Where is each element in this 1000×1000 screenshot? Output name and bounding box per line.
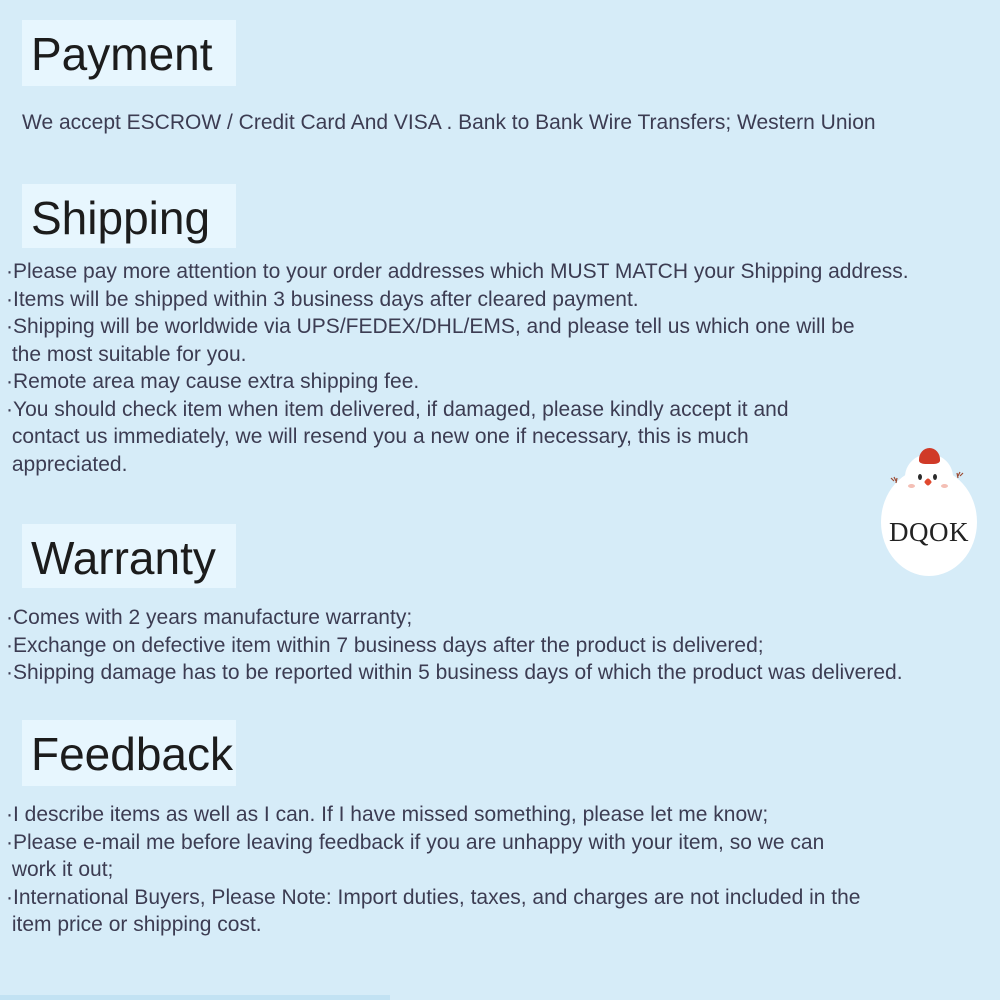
text-line: ·Please pay more attention to your order addresses which MUST MATCH your Shipping address. — [6, 260, 909, 283]
text-line: ·Shipping damage has to be reported within 5 business days of which the product was delivered. — [6, 661, 903, 684]
rooster-comb-icon — [919, 448, 940, 464]
brand-logo — [860, 440, 1000, 590]
payment-title-highlight — [22, 20, 236, 86]
text-line: ·International Buyers, Please Note: Import duties, taxes, and charges are not included in the — [6, 885, 861, 909]
text-line: ·You should check item when item delivered, if damaged, please kindly accept it and — [6, 397, 789, 421]
wing-scribble-icon — [952, 470, 964, 482]
eye-icon — [918, 474, 922, 480]
text-line: item price or shipping cost. — [6, 913, 262, 936]
brand-name: DQOK — [889, 517, 969, 547]
feedback-notes — [6, 801, 1000, 939]
text-line: ·Comes with 2 years manufacture warranty; — [6, 606, 413, 629]
shipping-notes — [6, 258, 1000, 478]
payment-notes — [22, 109, 1000, 137]
shipping-section-title: Shipping — [31, 192, 211, 244]
text-line: We accept ESCROW / Credit Card And VISA . Bank to Bank Wire Transfers; Western Union — [22, 111, 876, 134]
text-line: ·Items will be shipped within 3 business days after cleared payment. — [6, 287, 639, 311]
warranty-title-highlight — [22, 524, 236, 588]
wing-scribble-icon — [890, 474, 902, 486]
text-line: ·Exchange on defective item within 7 business days after the product is delivered; — [6, 633, 764, 657]
warranty-notes — [6, 604, 1000, 687]
text-line: ·Remote area may cause extra shipping fee. — [6, 370, 420, 393]
payment-section-title: Payment — [31, 28, 213, 80]
feedback-title-highlight — [22, 720, 236, 786]
eye-icon — [933, 474, 937, 480]
bottom-accent-bar — [0, 995, 390, 1000]
text-line: ·Shipping will be worldwide via UPS/FEDEX/DHL/EMS, and please tell us which one will be — [6, 315, 855, 338]
text-line: contact us immediately, we will resend you a new one if necessary, this is much — [6, 425, 749, 448]
cheek-blush — [908, 484, 915, 488]
text-line: work it out; — [6, 858, 114, 881]
text-line: ·I describe items as well as I can. If I have missed something, please let me know; — [6, 803, 769, 826]
text-line: ·Please e-mail me before leaving feedback if you are unhappy with your item, so we can — [6, 830, 825, 854]
cheek-blush — [941, 484, 948, 488]
warranty-section-title: Warranty — [31, 532, 216, 584]
feedback-section-title: Feedback — [31, 728, 234, 780]
shipping-title-highlight — [22, 184, 236, 248]
text-line: the most suitable for you. — [6, 342, 247, 366]
text-line: appreciated. — [6, 452, 128, 476]
